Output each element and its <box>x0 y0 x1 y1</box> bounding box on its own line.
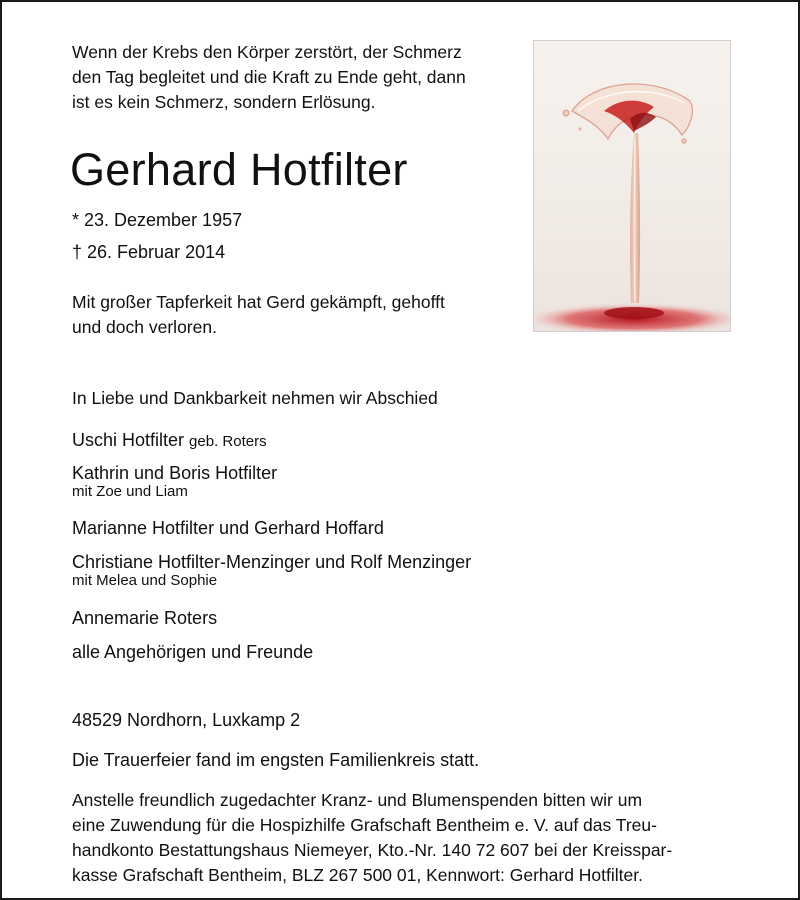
liquid-splash-illustration <box>534 41 730 331</box>
death-date: † 26. Februar 2014 <box>72 242 226 262</box>
motto-verse <box>72 40 502 115</box>
mourner-entry <box>72 552 471 589</box>
mourner-entry <box>72 430 267 451</box>
mourner-name: Kathrin und Boris Hotfilter <box>72 463 278 483</box>
ceremony-note: Die Trauerfeier fand im engsten Familienkreis statt. <box>72 750 480 770</box>
tribute-text <box>72 290 445 340</box>
address: 48529 Nordhorn, Luxkamp 2 <box>72 710 301 730</box>
mourner-name: Marianne Hotfilter und Gerhard Hoffard <box>72 518 384 538</box>
mourner-children: mit Melea und Sophie <box>72 572 218 589</box>
donation-line: kasse Grafschaft Bentheim, BLZ 267 500 01, Kennwort: Gerhard Hotfilter. <box>72 865 643 885</box>
donation-line: eine Zuwendung für die Hospizhilfe Grafschaft Bentheim e. V. auf das Treu- <box>72 815 657 835</box>
donation-line: Anstelle freundlich zugedachter Kranz- und Blumenspenden bitten wir um <box>72 790 643 810</box>
mourner-children: mit Zoe und Liam <box>72 483 188 500</box>
motto-line: ist es kein Schmerz, sondern Erlösung. <box>72 92 376 112</box>
deceased-name: Gerhard Hotfilter <box>70 144 408 195</box>
mourner-name: Uschi Hotfilter <box>72 430 185 450</box>
mourner-name: Annemarie Roters <box>72 608 218 628</box>
motto-line: Wenn der Krebs den Körper zerstört, der Schmerz <box>72 42 462 62</box>
farewell-text: In Liebe und Dankbarkeit nehmen wir Abschied <box>72 388 438 408</box>
donation-line: handkonto Bestattungshaus Niemeyer, Kto.-Nr. 140 72 607 bei der Kreisspar- <box>72 840 673 860</box>
donation-request <box>72 788 742 888</box>
birth-date: * 23. Dezember 1957 <box>72 210 243 230</box>
splash-photo <box>533 40 731 332</box>
mourner-name: Christiane Hotfilter-Menzinger und Rolf Menzinger <box>72 552 472 572</box>
mourner-name: alle Angehörigen und Freunde <box>72 642 314 662</box>
tribute-line: und doch verloren. <box>72 317 217 337</box>
mourner-entry <box>72 463 277 500</box>
tribute-line: Mit großer Tapferkeit hat Gerd gekämpft, gehofft <box>72 292 445 312</box>
mourner-note: geb. Roters <box>189 433 267 450</box>
motto-line: den Tag begleitet und die Kraft zu Ende geht, dann <box>72 67 466 87</box>
